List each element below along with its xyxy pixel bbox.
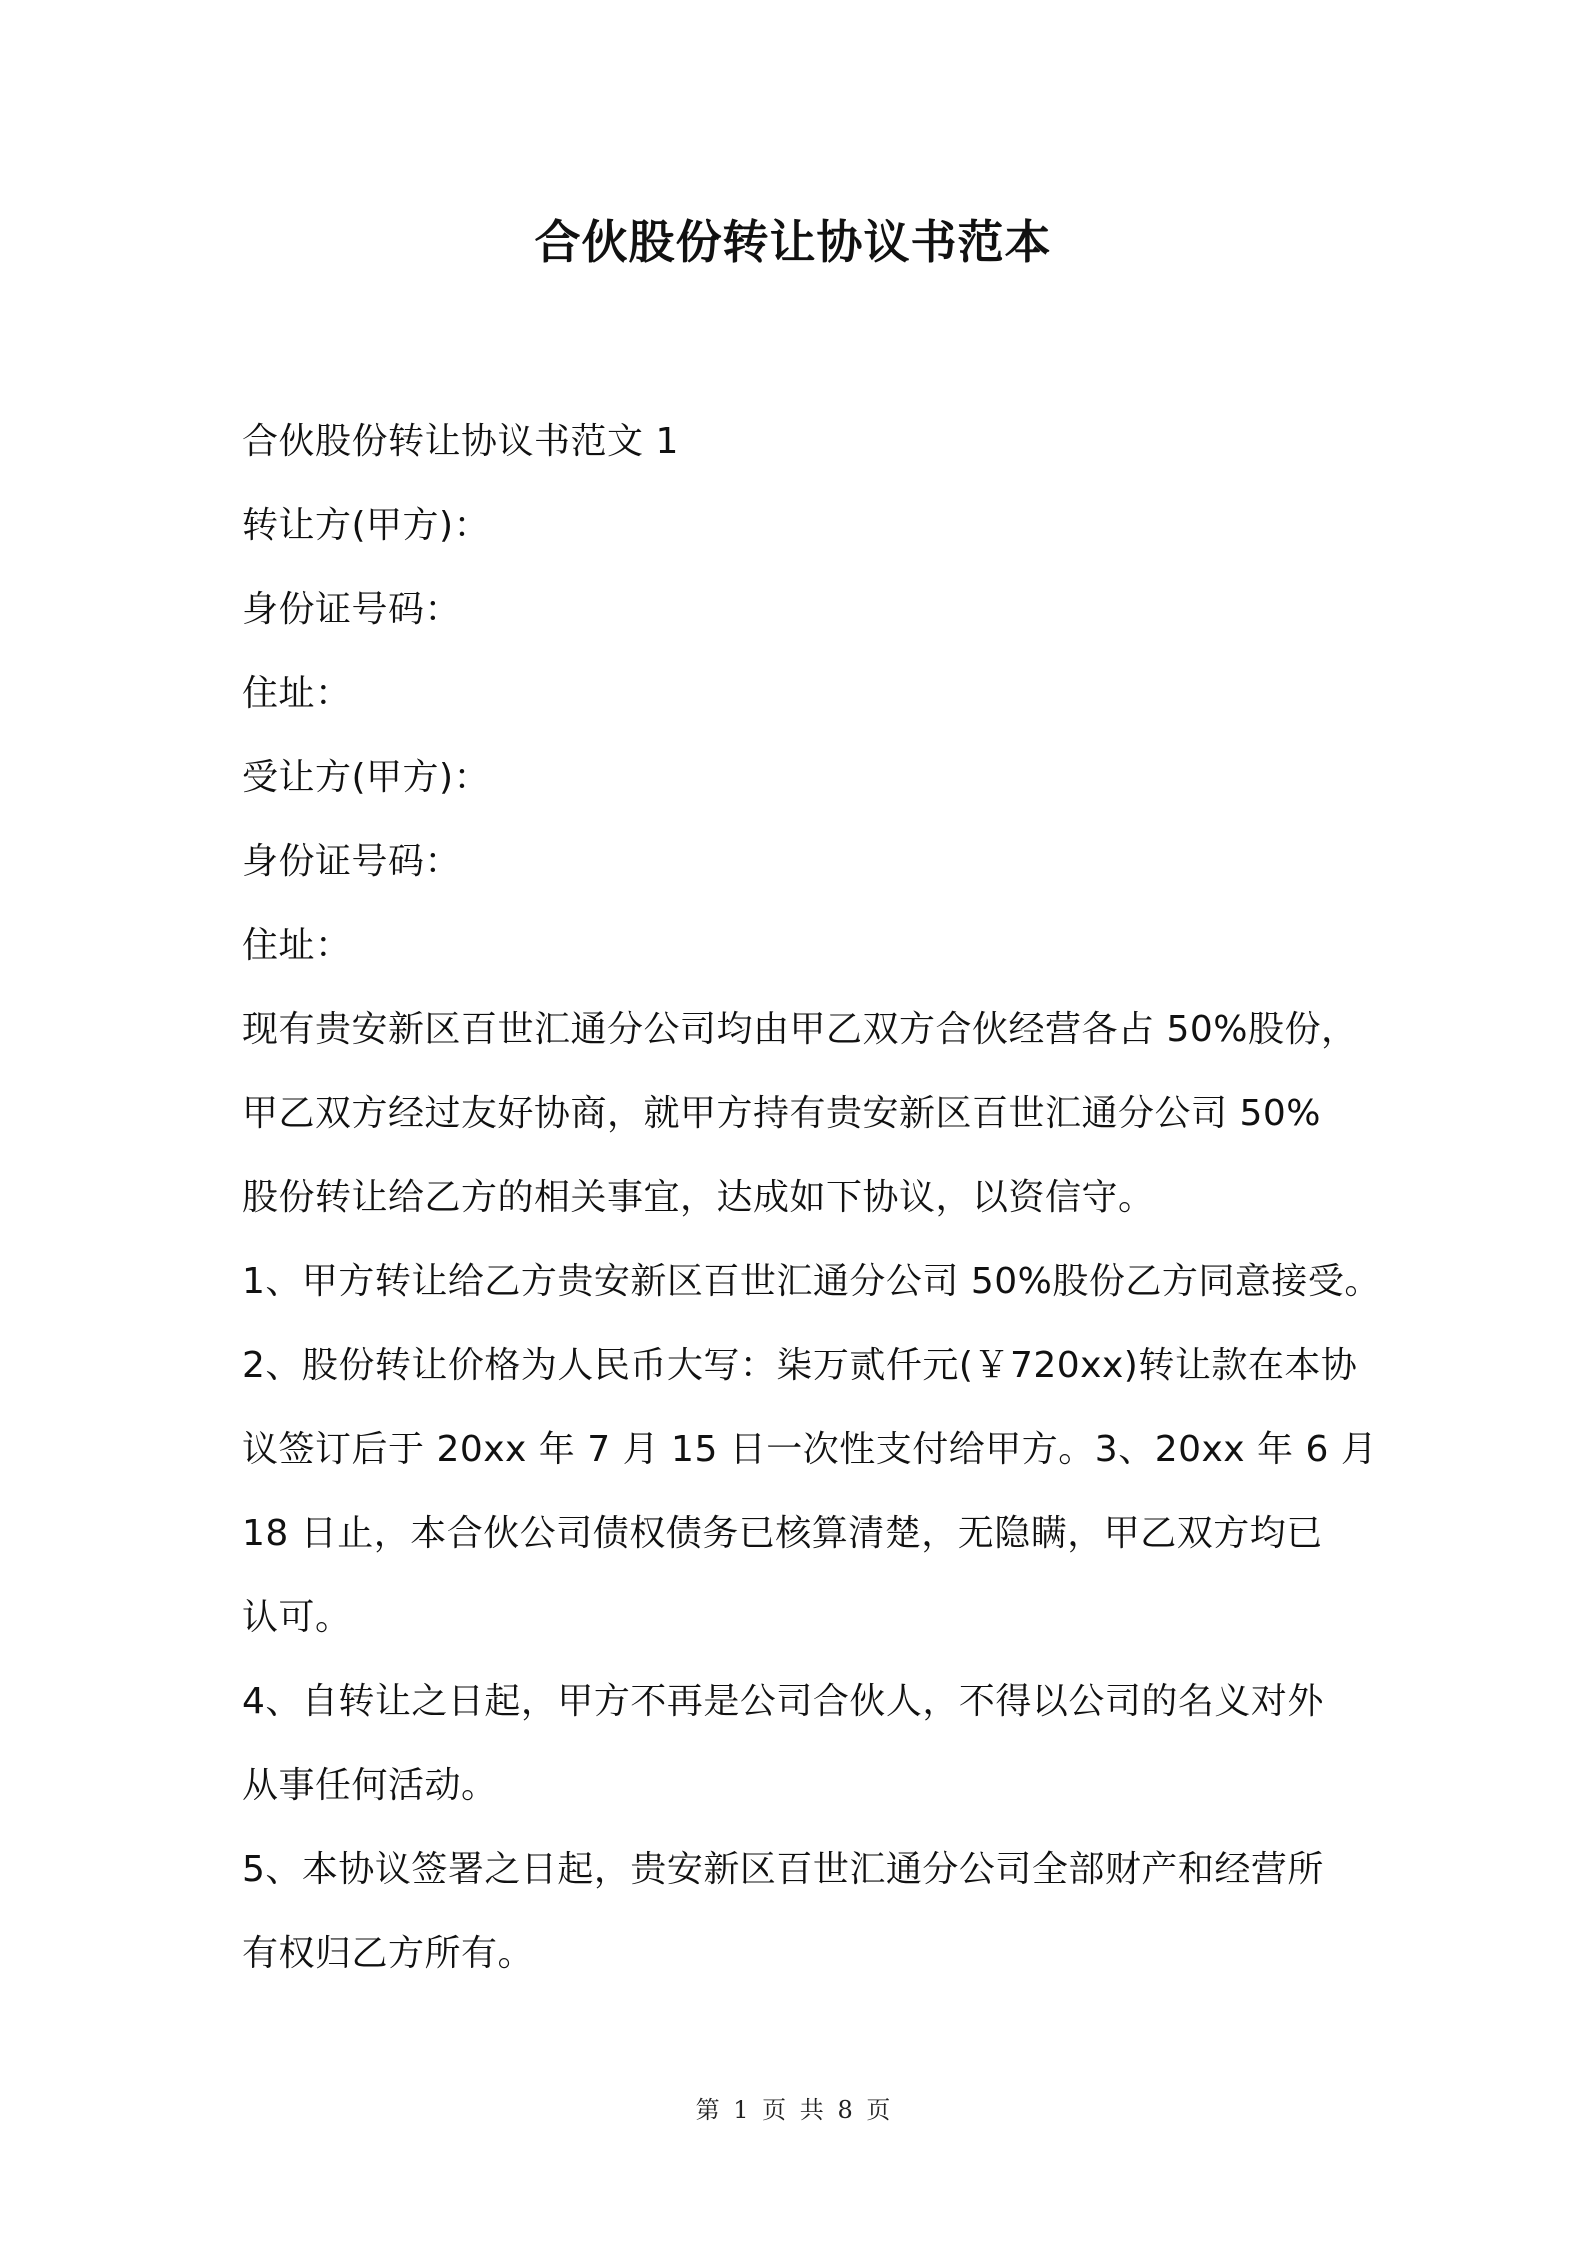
- transferor-field: 转让方(甲方)：: [242, 505, 491, 546]
- clause-2-line: 2、股份转让价格为人民币大写：柒万贰仟元(￥720xx)转让款在本协: [242, 1345, 1358, 1386]
- clause-1-line: 1、甲方转让给乙方贵安新区百世汇通分公司 50%股份乙方同意接受。: [242, 1261, 1381, 1302]
- clause-2-line: 议签订后于 20xx 年 7 月 15 日一次性支付给甲方。3、20xx 年 6 月: [242, 1429, 1378, 1470]
- section-heading: 合伙股份转让协议书范文 1: [242, 421, 679, 462]
- clause-3-line: 18 日止，本合伙公司债权债务已核算清楚，无隐瞒，甲乙双方均已: [242, 1513, 1323, 1554]
- transferor-address-field: 住址：: [242, 673, 352, 714]
- transferor-id-field: 身份证号码：: [242, 589, 462, 630]
- document-body: [242, 400, 1381, 1996]
- transferee-field: 受让方(甲方)：: [242, 757, 491, 798]
- page-number: 第 1 页 共 8 页: [695, 2096, 891, 2124]
- clause-3-line: 认可。: [242, 1597, 352, 1638]
- preamble-line: 甲乙双方经过友好协商，就甲方持有贵安新区百世汇通分公司 50%: [242, 1093, 1321, 1134]
- clause-4-line: 4、自转让之日起，甲方不再是公司合伙人，不得以公司的名义对外: [242, 1681, 1324, 1722]
- clause-5-line: 有权归乙方所有。: [242, 1933, 535, 1974]
- preamble-line: 股份转让给乙方的相关事宜，达成如下协议，以资信守。: [242, 1177, 1155, 1218]
- preamble-line: 现有贵安新区百世汇通分公司均由甲乙双方合伙经营各占 50%股份，: [242, 1009, 1358, 1050]
- transferee-address-field: 住址：: [242, 925, 352, 966]
- clause-4-line: 从事任何活动。: [242, 1765, 498, 1806]
- clause-5-line: 5、本协议签署之日起，贵安新区百世汇通分公司全部财产和经营所: [242, 1849, 1324, 1890]
- document-title: 合伙股份转让协议书范本: [534, 215, 1052, 269]
- transferee-id-field: 身份证号码：: [242, 841, 462, 882]
